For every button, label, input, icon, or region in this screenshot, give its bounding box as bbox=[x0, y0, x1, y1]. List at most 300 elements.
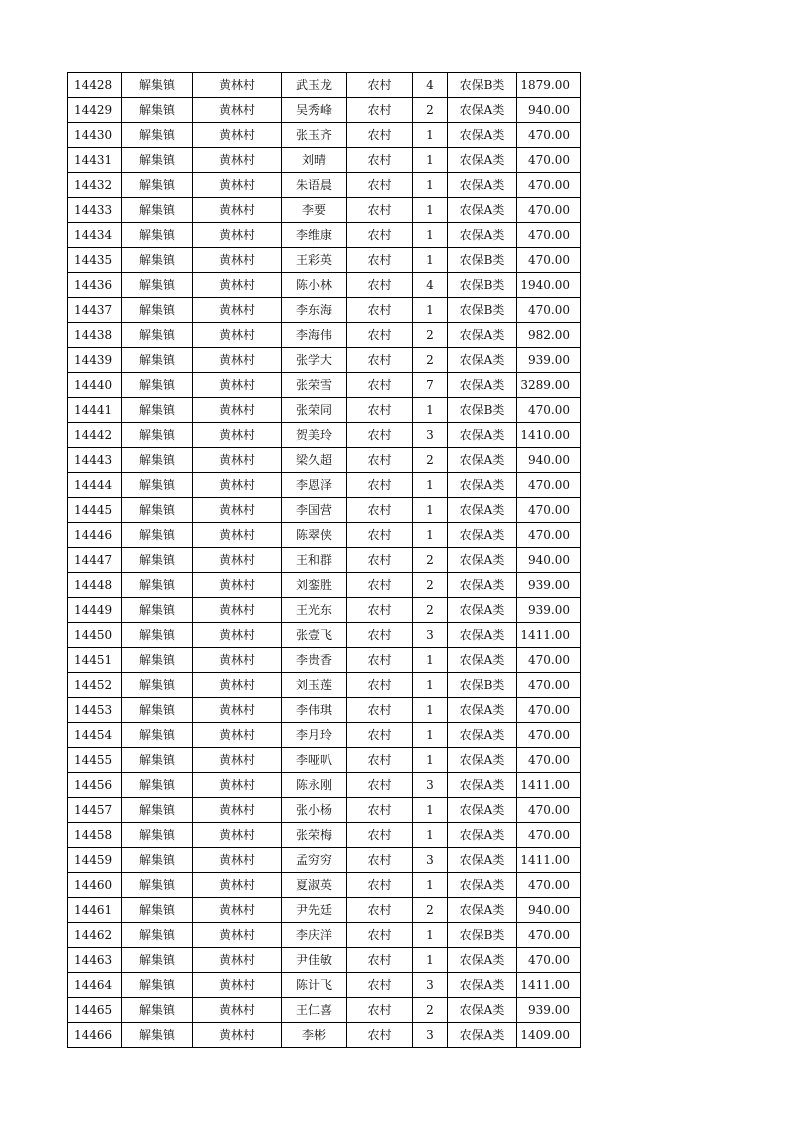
village-cell: 黄林村 bbox=[193, 723, 282, 748]
insurance-category-cell: 农保A类 bbox=[448, 573, 517, 598]
record-id-cell: 14430 bbox=[68, 123, 122, 148]
member-count-cell: 1 bbox=[413, 473, 448, 498]
amount-cell: 470.00 bbox=[517, 248, 581, 273]
table-row bbox=[68, 823, 581, 848]
table-row bbox=[68, 623, 581, 648]
member-count-cell: 4 bbox=[413, 273, 448, 298]
table-row bbox=[68, 198, 581, 223]
village-cell: 黄林村 bbox=[193, 648, 282, 673]
household-type-cell: 农村 bbox=[347, 573, 413, 598]
village-cell: 黄林村 bbox=[193, 73, 282, 98]
table-row bbox=[68, 598, 581, 623]
insurance-category-cell: 农保A类 bbox=[448, 823, 517, 848]
village-cell: 黄林村 bbox=[193, 498, 282, 523]
amount-cell: 470.00 bbox=[517, 473, 581, 498]
insurance-category-cell: 农保A类 bbox=[448, 348, 517, 373]
household-type-cell: 农村 bbox=[347, 98, 413, 123]
village-cell: 黄林村 bbox=[193, 223, 282, 248]
table-row bbox=[68, 173, 581, 198]
household-type-cell: 农村 bbox=[347, 973, 413, 998]
village-cell: 黄林村 bbox=[193, 398, 282, 423]
record-id-cell: 14448 bbox=[68, 573, 122, 598]
amount-cell: 470.00 bbox=[517, 198, 581, 223]
record-id-cell: 14453 bbox=[68, 698, 122, 723]
record-id-cell: 14442 bbox=[68, 423, 122, 448]
name-cell: 吴秀峰 bbox=[282, 98, 347, 123]
household-type-cell: 农村 bbox=[347, 273, 413, 298]
table-row bbox=[68, 423, 581, 448]
town-cell: 解集镇 bbox=[122, 223, 193, 248]
amount-cell: 1410.00 bbox=[517, 423, 581, 448]
village-cell: 黄林村 bbox=[193, 948, 282, 973]
member-count-cell: 3 bbox=[413, 423, 448, 448]
amount-cell: 1940.00 bbox=[517, 273, 581, 298]
town-cell: 解集镇 bbox=[122, 248, 193, 273]
town-cell: 解集镇 bbox=[122, 1023, 193, 1048]
household-type-cell: 农村 bbox=[347, 998, 413, 1023]
insurance-category-cell: 农保A类 bbox=[448, 898, 517, 923]
insurance-category-cell: 农保A类 bbox=[448, 1023, 517, 1048]
household-type-cell: 农村 bbox=[347, 923, 413, 948]
member-count-cell: 1 bbox=[413, 523, 448, 548]
record-id-cell: 14454 bbox=[68, 723, 122, 748]
village-cell: 黄林村 bbox=[193, 373, 282, 398]
amount-cell: 470.00 bbox=[517, 723, 581, 748]
town-cell: 解集镇 bbox=[122, 823, 193, 848]
amount-cell: 470.00 bbox=[517, 498, 581, 523]
insurance-category-cell: 农保A类 bbox=[448, 948, 517, 973]
insurance-category-cell: 农保A类 bbox=[448, 648, 517, 673]
member-count-cell: 1 bbox=[413, 648, 448, 673]
record-id-cell: 14457 bbox=[68, 798, 122, 823]
roster-body bbox=[68, 73, 581, 1048]
insurance-category-cell: 农保A类 bbox=[448, 798, 517, 823]
record-id-cell: 14445 bbox=[68, 498, 122, 523]
name-cell: 武玉龙 bbox=[282, 73, 347, 98]
insurance-category-cell: 农保A类 bbox=[448, 123, 517, 148]
record-id-cell: 14462 bbox=[68, 923, 122, 948]
name-cell: 李月玲 bbox=[282, 723, 347, 748]
amount-cell: 939.00 bbox=[517, 998, 581, 1023]
household-type-cell: 农村 bbox=[347, 73, 413, 98]
amount-cell: 940.00 bbox=[517, 898, 581, 923]
record-id-cell: 14465 bbox=[68, 998, 122, 1023]
record-id-cell: 14450 bbox=[68, 623, 122, 648]
household-type-cell: 农村 bbox=[347, 148, 413, 173]
household-type-cell: 农村 bbox=[347, 848, 413, 873]
insurance-category-cell: 农保B类 bbox=[448, 273, 517, 298]
amount-cell: 470.00 bbox=[517, 798, 581, 823]
name-cell: 孟穷穷 bbox=[282, 848, 347, 873]
record-id-cell: 14456 bbox=[68, 773, 122, 798]
town-cell: 解集镇 bbox=[122, 598, 193, 623]
name-cell: 陈小林 bbox=[282, 273, 347, 298]
village-cell: 黄林村 bbox=[193, 98, 282, 123]
amount-cell: 1879.00 bbox=[517, 73, 581, 98]
amount-cell: 470.00 bbox=[517, 523, 581, 548]
table-row bbox=[68, 348, 581, 373]
member-count-cell: 3 bbox=[413, 773, 448, 798]
name-cell: 李东海 bbox=[282, 298, 347, 323]
amount-cell: 470.00 bbox=[517, 748, 581, 773]
table-row bbox=[68, 273, 581, 298]
name-cell: 刘玉莲 bbox=[282, 673, 347, 698]
village-cell: 黄林村 bbox=[193, 123, 282, 148]
household-type-cell: 农村 bbox=[347, 123, 413, 148]
town-cell: 解集镇 bbox=[122, 548, 193, 573]
member-count-cell: 1 bbox=[413, 798, 448, 823]
name-cell: 李海伟 bbox=[282, 323, 347, 348]
insurance-category-cell: 农保A类 bbox=[448, 148, 517, 173]
table-row bbox=[68, 298, 581, 323]
amount-cell: 1411.00 bbox=[517, 848, 581, 873]
name-cell: 张荣同 bbox=[282, 398, 347, 423]
name-cell: 王仁喜 bbox=[282, 998, 347, 1023]
member-count-cell: 4 bbox=[413, 73, 448, 98]
name-cell: 张学大 bbox=[282, 348, 347, 373]
name-cell: 李庆洋 bbox=[282, 923, 347, 948]
insurance-category-cell: 农保B类 bbox=[448, 398, 517, 423]
table-row bbox=[68, 998, 581, 1023]
name-cell: 贺美玲 bbox=[282, 423, 347, 448]
household-type-cell: 农村 bbox=[347, 748, 413, 773]
town-cell: 解集镇 bbox=[122, 373, 193, 398]
household-type-cell: 农村 bbox=[347, 173, 413, 198]
name-cell: 张玉齐 bbox=[282, 123, 347, 148]
household-type-cell: 农村 bbox=[347, 723, 413, 748]
member-count-cell: 2 bbox=[413, 348, 448, 373]
amount-cell: 940.00 bbox=[517, 448, 581, 473]
amount-cell: 470.00 bbox=[517, 673, 581, 698]
insurance-category-cell: 农保A类 bbox=[448, 473, 517, 498]
insurance-category-cell: 农保A类 bbox=[448, 873, 517, 898]
member-count-cell: 1 bbox=[413, 498, 448, 523]
insurance-category-cell: 农保B类 bbox=[448, 673, 517, 698]
table-row bbox=[68, 523, 581, 548]
village-cell: 黄林村 bbox=[193, 973, 282, 998]
table-row bbox=[68, 648, 581, 673]
town-cell: 解集镇 bbox=[122, 698, 193, 723]
village-cell: 黄林村 bbox=[193, 523, 282, 548]
town-cell: 解集镇 bbox=[122, 73, 193, 98]
table-row bbox=[68, 148, 581, 173]
village-cell: 黄林村 bbox=[193, 298, 282, 323]
member-count-cell: 2 bbox=[413, 98, 448, 123]
amount-cell: 470.00 bbox=[517, 298, 581, 323]
member-count-cell: 3 bbox=[413, 1023, 448, 1048]
record-id-cell: 14460 bbox=[68, 873, 122, 898]
member-count-cell: 1 bbox=[413, 948, 448, 973]
town-cell: 解集镇 bbox=[122, 523, 193, 548]
record-id-cell: 14452 bbox=[68, 673, 122, 698]
village-cell: 黄林村 bbox=[193, 748, 282, 773]
record-id-cell: 14446 bbox=[68, 523, 122, 548]
record-id-cell: 14447 bbox=[68, 548, 122, 573]
table-row bbox=[68, 848, 581, 873]
insurance-category-cell: 农保B类 bbox=[448, 298, 517, 323]
record-id-cell: 14449 bbox=[68, 598, 122, 623]
record-id-cell: 14438 bbox=[68, 323, 122, 348]
insurance-category-cell: 农保A类 bbox=[448, 223, 517, 248]
name-cell: 陈永刚 bbox=[282, 773, 347, 798]
record-id-cell: 14433 bbox=[68, 198, 122, 223]
member-count-cell: 1 bbox=[413, 723, 448, 748]
member-count-cell: 1 bbox=[413, 248, 448, 273]
member-count-cell: 2 bbox=[413, 898, 448, 923]
amount-cell: 939.00 bbox=[517, 348, 581, 373]
household-type-cell: 农村 bbox=[347, 598, 413, 623]
village-cell: 黄林村 bbox=[193, 923, 282, 948]
insurance-category-cell: 农保A类 bbox=[448, 848, 517, 873]
name-cell: 尹先廷 bbox=[282, 898, 347, 923]
table-row bbox=[68, 248, 581, 273]
table-row bbox=[68, 748, 581, 773]
household-type-cell: 农村 bbox=[347, 423, 413, 448]
member-count-cell: 2 bbox=[413, 998, 448, 1023]
member-count-cell: 1 bbox=[413, 748, 448, 773]
village-cell: 黄林村 bbox=[193, 673, 282, 698]
amount-cell: 470.00 bbox=[517, 123, 581, 148]
amount-cell: 470.00 bbox=[517, 923, 581, 948]
table-row bbox=[68, 1023, 581, 1048]
amount-cell: 940.00 bbox=[517, 98, 581, 123]
household-type-cell: 农村 bbox=[347, 773, 413, 798]
amount-cell: 470.00 bbox=[517, 173, 581, 198]
member-count-cell: 7 bbox=[413, 373, 448, 398]
town-cell: 解集镇 bbox=[122, 398, 193, 423]
table-row bbox=[68, 573, 581, 598]
member-count-cell: 3 bbox=[413, 848, 448, 873]
town-cell: 解集镇 bbox=[122, 473, 193, 498]
town-cell: 解集镇 bbox=[122, 298, 193, 323]
household-type-cell: 农村 bbox=[347, 548, 413, 573]
village-cell: 黄林村 bbox=[193, 473, 282, 498]
village-cell: 黄林村 bbox=[193, 548, 282, 573]
household-type-cell: 农村 bbox=[347, 673, 413, 698]
insurance-category-cell: 农保A类 bbox=[448, 623, 517, 648]
record-id-cell: 14432 bbox=[68, 173, 122, 198]
record-id-cell: 14428 bbox=[68, 73, 122, 98]
household-type-cell: 农村 bbox=[347, 873, 413, 898]
village-cell: 黄林村 bbox=[193, 698, 282, 723]
household-type-cell: 农村 bbox=[347, 948, 413, 973]
town-cell: 解集镇 bbox=[122, 948, 193, 973]
insurance-category-cell: 农保A类 bbox=[448, 598, 517, 623]
town-cell: 解集镇 bbox=[122, 148, 193, 173]
table-row bbox=[68, 948, 581, 973]
table-row bbox=[68, 123, 581, 148]
roster-table bbox=[67, 72, 581, 1048]
table-row bbox=[68, 773, 581, 798]
town-cell: 解集镇 bbox=[122, 423, 193, 448]
household-type-cell: 农村 bbox=[347, 648, 413, 673]
village-cell: 黄林村 bbox=[193, 848, 282, 873]
insurance-category-cell: 农保A类 bbox=[448, 973, 517, 998]
amount-cell: 470.00 bbox=[517, 148, 581, 173]
amount-cell: 939.00 bbox=[517, 598, 581, 623]
amount-cell: 470.00 bbox=[517, 823, 581, 848]
town-cell: 解集镇 bbox=[122, 573, 193, 598]
record-id-cell: 14440 bbox=[68, 373, 122, 398]
name-cell: 尹佳敏 bbox=[282, 948, 347, 973]
table-row bbox=[68, 73, 581, 98]
insurance-category-cell: 农保A类 bbox=[448, 998, 517, 1023]
member-count-cell: 1 bbox=[413, 173, 448, 198]
village-cell: 黄林村 bbox=[193, 773, 282, 798]
member-count-cell: 1 bbox=[413, 873, 448, 898]
town-cell: 解集镇 bbox=[122, 173, 193, 198]
name-cell: 陈计飞 bbox=[282, 973, 347, 998]
table-row bbox=[68, 448, 581, 473]
village-cell: 黄林村 bbox=[193, 823, 282, 848]
amount-cell: 470.00 bbox=[517, 223, 581, 248]
name-cell: 李国营 bbox=[282, 498, 347, 523]
amount-cell: 1411.00 bbox=[517, 973, 581, 998]
household-type-cell: 农村 bbox=[347, 473, 413, 498]
town-cell: 解集镇 bbox=[122, 798, 193, 823]
name-cell: 李伟琪 bbox=[282, 698, 347, 723]
member-count-cell: 1 bbox=[413, 298, 448, 323]
table-row bbox=[68, 373, 581, 398]
household-type-cell: 农村 bbox=[347, 248, 413, 273]
name-cell: 张壹飞 bbox=[282, 623, 347, 648]
record-id-cell: 14464 bbox=[68, 973, 122, 998]
member-count-cell: 1 bbox=[413, 673, 448, 698]
village-cell: 黄林村 bbox=[193, 598, 282, 623]
record-id-cell: 14444 bbox=[68, 473, 122, 498]
record-id-cell: 14466 bbox=[68, 1023, 122, 1048]
table-row bbox=[68, 923, 581, 948]
village-cell: 黄林村 bbox=[193, 323, 282, 348]
member-count-cell: 2 bbox=[413, 448, 448, 473]
insurance-category-cell: 农保A类 bbox=[448, 173, 517, 198]
village-cell: 黄林村 bbox=[193, 798, 282, 823]
household-type-cell: 农村 bbox=[347, 448, 413, 473]
name-cell: 王和群 bbox=[282, 548, 347, 573]
member-count-cell: 3 bbox=[413, 623, 448, 648]
record-id-cell: 14443 bbox=[68, 448, 122, 473]
amount-cell: 940.00 bbox=[517, 548, 581, 573]
table-row bbox=[68, 548, 581, 573]
table-row bbox=[68, 798, 581, 823]
household-type-cell: 农村 bbox=[347, 1023, 413, 1048]
town-cell: 解集镇 bbox=[122, 998, 193, 1023]
table-row bbox=[68, 673, 581, 698]
town-cell: 解集镇 bbox=[122, 848, 193, 873]
record-id-cell: 14458 bbox=[68, 823, 122, 848]
member-count-cell: 2 bbox=[413, 598, 448, 623]
household-type-cell: 农村 bbox=[347, 198, 413, 223]
village-cell: 黄林村 bbox=[193, 448, 282, 473]
amount-cell: 1411.00 bbox=[517, 623, 581, 648]
household-type-cell: 农村 bbox=[347, 623, 413, 648]
amount-cell: 1409.00 bbox=[517, 1023, 581, 1048]
village-cell: 黄林村 bbox=[193, 1023, 282, 1048]
village-cell: 黄林村 bbox=[193, 573, 282, 598]
record-id-cell: 14434 bbox=[68, 223, 122, 248]
name-cell: 李哑叭 bbox=[282, 748, 347, 773]
amount-cell: 470.00 bbox=[517, 948, 581, 973]
member-count-cell: 1 bbox=[413, 923, 448, 948]
insurance-category-cell: 农保A类 bbox=[448, 523, 517, 548]
village-cell: 黄林村 bbox=[193, 273, 282, 298]
insurance-category-cell: 农保B类 bbox=[448, 248, 517, 273]
town-cell: 解集镇 bbox=[122, 723, 193, 748]
village-cell: 黄林村 bbox=[193, 623, 282, 648]
name-cell: 王彩英 bbox=[282, 248, 347, 273]
insurance-category-cell: 农保A类 bbox=[448, 723, 517, 748]
village-cell: 黄林村 bbox=[193, 873, 282, 898]
amount-cell: 470.00 bbox=[517, 698, 581, 723]
name-cell: 王光东 bbox=[282, 598, 347, 623]
village-cell: 黄林村 bbox=[193, 423, 282, 448]
town-cell: 解集镇 bbox=[122, 98, 193, 123]
town-cell: 解集镇 bbox=[122, 923, 193, 948]
member-count-cell: 1 bbox=[413, 123, 448, 148]
household-type-cell: 农村 bbox=[347, 398, 413, 423]
name-cell: 刘銮胜 bbox=[282, 573, 347, 598]
household-type-cell: 农村 bbox=[347, 298, 413, 323]
table-row bbox=[68, 223, 581, 248]
insurance-category-cell: 农保A类 bbox=[448, 423, 517, 448]
amount-cell: 470.00 bbox=[517, 398, 581, 423]
amount-cell: 470.00 bbox=[517, 648, 581, 673]
record-id-cell: 14435 bbox=[68, 248, 122, 273]
name-cell: 陈翠侠 bbox=[282, 523, 347, 548]
household-type-cell: 农村 bbox=[347, 898, 413, 923]
amount-cell: 1411.00 bbox=[517, 773, 581, 798]
town-cell: 解集镇 bbox=[122, 273, 193, 298]
town-cell: 解集镇 bbox=[122, 198, 193, 223]
name-cell: 刘晴 bbox=[282, 148, 347, 173]
insurance-category-cell: 农保A类 bbox=[448, 748, 517, 773]
table-row bbox=[68, 873, 581, 898]
name-cell: 李恩泽 bbox=[282, 473, 347, 498]
member-count-cell: 1 bbox=[413, 148, 448, 173]
record-id-cell: 14451 bbox=[68, 648, 122, 673]
town-cell: 解集镇 bbox=[122, 673, 193, 698]
town-cell: 解集镇 bbox=[122, 773, 193, 798]
table-row bbox=[68, 473, 581, 498]
household-type-cell: 农村 bbox=[347, 373, 413, 398]
record-id-cell: 14455 bbox=[68, 748, 122, 773]
town-cell: 解集镇 bbox=[122, 873, 193, 898]
village-cell: 黄林村 bbox=[193, 248, 282, 273]
table-row bbox=[68, 498, 581, 523]
member-count-cell: 1 bbox=[413, 398, 448, 423]
insurance-category-cell: 农保A类 bbox=[448, 498, 517, 523]
name-cell: 梁久超 bbox=[282, 448, 347, 473]
record-id-cell: 14431 bbox=[68, 148, 122, 173]
record-id-cell: 14441 bbox=[68, 398, 122, 423]
table-row bbox=[68, 398, 581, 423]
table-row bbox=[68, 973, 581, 998]
name-cell: 李要 bbox=[282, 198, 347, 223]
town-cell: 解集镇 bbox=[122, 348, 193, 373]
name-cell: 张荣梅 bbox=[282, 823, 347, 848]
insurance-category-cell: 农保A类 bbox=[448, 373, 517, 398]
record-id-cell: 14429 bbox=[68, 98, 122, 123]
name-cell: 李维康 bbox=[282, 223, 347, 248]
household-type-cell: 农村 bbox=[347, 798, 413, 823]
household-type-cell: 农村 bbox=[347, 498, 413, 523]
record-id-cell: 14459 bbox=[68, 848, 122, 873]
village-cell: 黄林村 bbox=[193, 898, 282, 923]
member-count-cell: 2 bbox=[413, 573, 448, 598]
town-cell: 解集镇 bbox=[122, 448, 193, 473]
insurance-category-cell: 农保A类 bbox=[448, 773, 517, 798]
name-cell: 朱语晨 bbox=[282, 173, 347, 198]
